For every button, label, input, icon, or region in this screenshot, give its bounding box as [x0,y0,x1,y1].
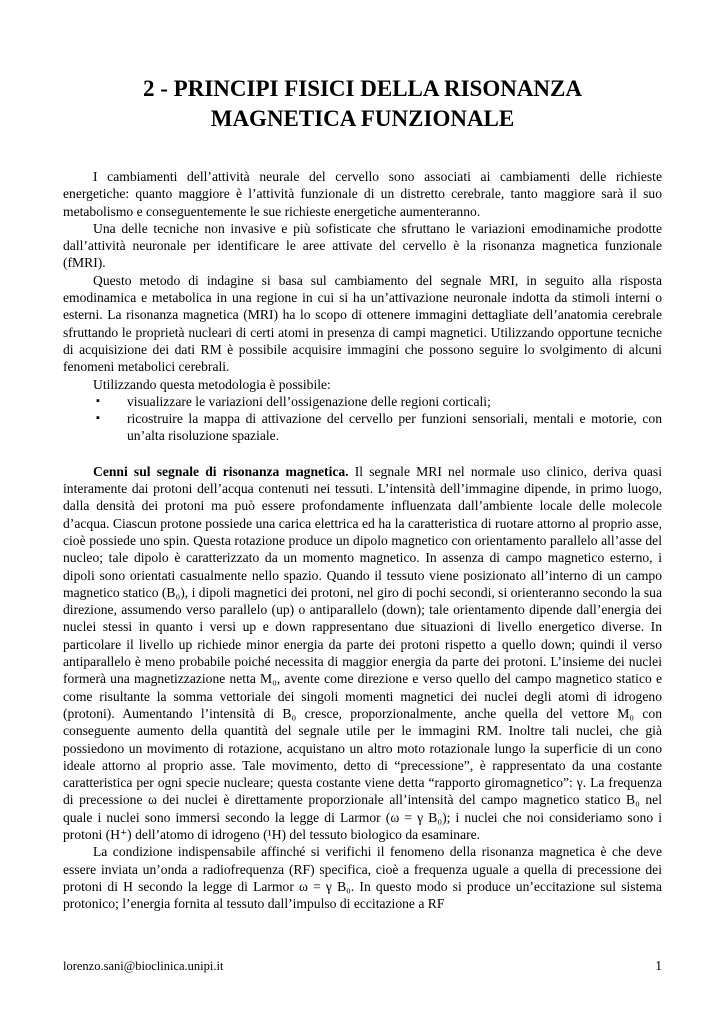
list-item [63,393,662,410]
blank-line-spacer [63,445,662,463]
bullet-list-intro: Utilizzando questa metodologia è possibile: [93,376,331,392]
paragraph-energetic-demands: I cambiamenti dell’attività neurale del cervello sono associati ai cambiamenti delle richieste energetiche: quanto maggiore è l’attività funzionale di un distretto cerebrale, tanto maggiore sarà il suo metabolismo e conseguentemente le sue richieste energetiche aumenteranno. [63,169,662,219]
square-bullet-icon: ▪ [96,412,100,425]
section-body-text: Il segnale MRI nel normale uso clinico, deriva quasi interamente dai protoni dell’acqua contenuti nei tessuti. L’intensità dell’immagine dipende, in primo luogo, dalla densità dei protoni ma può essere profondamente influenzata dall’ambiente locale delle molecole d’acqua. Ciascun protone possiede una carica elettrica ed ha la caratteristica di ruotare attorno al proprio asse, cioè possiede uno spin. Questa rotazione produce un dipolo magnetico con orientamento parallelo all’asse del nucleo; tale dipolo è caratterizzato da un momento magnetico. In assenza di campo magnetico esterno, i dipoli sono orientati casualmente nello spazio. Quando il tessuto viene posizionato all’interno di un campo magnetico statico (B₀), i dipoli magnetici dei protoni, nel giro di pochi secondi, si orienteranno secondo la sua direzione, assumendo verso parallelo (up) o antiparallelo (down); tale orientamento dipende dall’energia dei nuclei stessi in quanto i versi up e down rappresentano due situazioni di livello energetico diverse. In particolare il livello up richiede minor energia da parte dei protoni rispetto a quello down; quindi il verso antiparallelo è meno probabile poiché necessita di maggior energia da parte dei protoni. L’insieme dei nuclei formerà una magnetizzazione netta M₀, avente come direzione e verso quello del campo magnetico statico e come risultante la somma vettoriale dei singoli momenti magnetici dei nuclei degli atomi di idrogeno (protoni). Aumentando l’intensità di B₀ cresce, proporzionalmente, anche quella del vettore M₀ con conseguente aumento della quantità del segnale utile per le immagini RM. Inoltre tali nuclei, che già possiedono un movimento di rotazione, acquistano un altro moto rotazionale lungo la superficie di un cono ideale attorno al proprio asse. Tale movimento, detto di “precessione”, è rappresentato da una costante caratteristica per ogni specie nucleare; questa costante viene detta “rapporto giromagnetico”: γ. La frequenza di precessione ω dei nuclei è direttamente proporzionale all’intensità del campo magnetico statico B₀ nel quale i nuclei sono immersi secondo la legge di Larmor (ω = γ B₀); i nuclei che noi consideriamo sono i protoni (H⁺) dell’atomo di idrogeno (¹H) del tessuto biologico da esaminare. [63,463,662,842]
section-run-in-heading: Cenni sul segnale di risonanza magnetica. [93,463,349,479]
page-title [63,74,662,134]
list-item [63,410,662,445]
page-title-line-1: 2 - PRINCIPI FISICI DELLA RISONANZA [143,76,582,101]
footer-email: lorenzo.sani@bioclinica.unipi.it [63,959,224,973]
paragraph-mr-signal-section [63,463,662,844]
square-bullet-icon: ▪ [96,394,100,407]
methodology-bullet-list [63,393,662,445]
paragraph-resonance-condition: La condizione indispensabile affinché si verifichi il fenomeno della risonanza magnetica è che deve essere inviata un’onda a radiofrequenza (RF) specifica, cioè a frequenza uguale a quella di precessione dei protoni di H secondo la legge di Larmor ω = γ B₀. In questo modo si produce un’eccitazione sul sistema protonico; l’energia fornita al tessuto dall’impulso di eccitazione a RF [63,844,662,912]
page-number: 1 [655,958,662,973]
page-footer [63,958,662,974]
paragraph-mri-method: Questo metodo di indagine si basa sul cambiamento del segnale MRI, in seguito alla risposta emodinamica e metabolica in una regione in cui si ha un’attivazione neuronale indotta da stimoli interni o esterni. La risonanza magnetica (MRI) ha lo scopo di ottenere immagini dettagliate dell’anatomia cerebrale sfruttando le proprietà nucleari di certi atomi in presenza di campi magnetici. Utilizzando opportune tecniche di acquisizione dei dati RM è possibile acquisire immagini che possono seguire lo svolgimento di alcuni fenomeni metabolici cerebrali. [63,272,662,375]
page-title-line-2: MAGNETICA FUNZIONALE [210,106,515,131]
bullet-item-text: ricostruire la mappa di attivazione del cervello per funzioni sensoriali, mentali e motorie, con un’alta risoluzione spaziale. [127,411,662,444]
bullet-item-text: visualizzare le variazioni dell’ossigenazione delle regioni corticali; [127,393,491,409]
page-content [63,0,662,912]
paragraph-fmri-technique: Una delle tecniche non invasive e più sofisticate che sfruttano le variazioni emodinamiche prodotte dall’attività neuronale per identificare le aree attivate del cervello è la risonanza magnetica funzionale (fMRI). [63,220,662,271]
